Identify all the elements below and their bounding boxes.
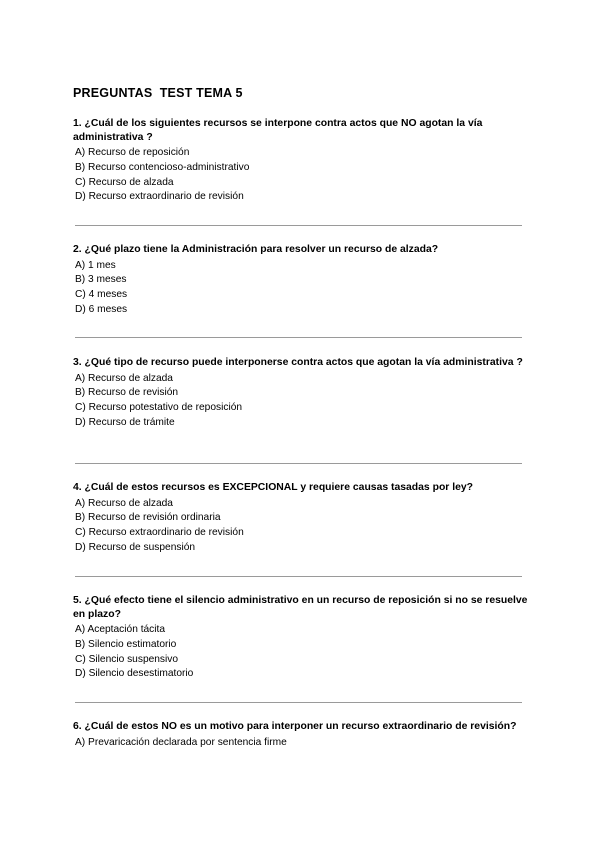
question-text: 6. ¿Cuál de estos NO es un motivo para interponer un recurso extraordinario de revisión? bbox=[73, 721, 517, 732]
answer-option-d: D) Silencio desestimatorio bbox=[75, 668, 194, 680]
answer-option-b: B) Recurso contencioso-administrativo bbox=[75, 161, 250, 173]
answer-options bbox=[75, 736, 533, 751]
answer-option-d: D) Recurso de trámite bbox=[75, 416, 175, 428]
question-text: 2. ¿Qué plazo tiene la Administración para resolver un recurso de alzada? bbox=[73, 244, 439, 255]
answer-option-b: B) Recurso de revisión bbox=[75, 387, 179, 399]
question-6 bbox=[73, 720, 533, 750]
answer-option-d: D) Recurso de suspensión bbox=[75, 541, 196, 553]
separator-line bbox=[75, 576, 522, 577]
answer-option-d: D) 6 meses bbox=[75, 303, 128, 315]
answer-option-c: C) Silencio suspensivo bbox=[75, 653, 179, 665]
separator-line bbox=[75, 702, 522, 703]
answer-option-b: B) 3 meses bbox=[75, 274, 127, 286]
answer-option-c: C) Recurso de alzada bbox=[75, 176, 174, 188]
answer-option-c: C) 4 meses bbox=[75, 289, 128, 301]
question-3 bbox=[73, 356, 533, 431]
answer-option-a: A) 1 mes bbox=[75, 259, 116, 271]
answer-options bbox=[75, 497, 533, 556]
answer-option-a: A) Recurso de alzada bbox=[75, 372, 173, 384]
answer-option-c: C) Recurso potestativo de reposición bbox=[75, 402, 243, 414]
question-text: 3. ¿Qué tipo de recurso puede interponerse contra actos que agotan la vía administrativa ? bbox=[73, 357, 523, 368]
answer-option-d: D) Recurso extraordinario de revisión bbox=[75, 191, 244, 203]
answer-option-b: B) Silencio estimatorio bbox=[75, 638, 177, 650]
question-1 bbox=[73, 117, 533, 205]
answer-option-a: A) Recurso de alzada bbox=[75, 497, 173, 509]
answer-options bbox=[75, 259, 533, 318]
answer-options bbox=[75, 146, 533, 205]
answer-option-b: B) Recurso de revisión ordinaria bbox=[75, 512, 221, 524]
separator-line bbox=[75, 337, 522, 338]
question-5 bbox=[73, 594, 533, 682]
question-text: 4. ¿Cuál de estos recursos es EXCEPCIONAL y requiere causas tasadas por ley? bbox=[73, 482, 474, 493]
question-4 bbox=[73, 481, 533, 556]
separator-line bbox=[75, 225, 522, 226]
question-text: 1. ¿Cuál de los siguientes recursos se interpone contra actos que NO agotan la vía administrativa ? bbox=[73, 118, 483, 143]
answer-options bbox=[75, 372, 533, 431]
document-title: PREGUNTAS TEST TEMA 5 bbox=[73, 86, 243, 100]
question-2 bbox=[73, 243, 533, 318]
answer-option-a: A) Prevaricación declarada por sentencia firme bbox=[75, 736, 287, 748]
answer-options bbox=[75, 623, 533, 682]
answer-option-a: A) Recurso de reposición bbox=[75, 147, 190, 158]
answer-option-a: A) Aceptación tácita bbox=[75, 624, 166, 635]
separator-line bbox=[75, 463, 522, 464]
question-text: 5. ¿Qué efecto tiene el silencio administrativo en un recurso de reposición si no se resuelve en plazo? bbox=[73, 595, 528, 620]
answer-option-c: C) Recurso extraordinario de revisión bbox=[75, 527, 244, 539]
